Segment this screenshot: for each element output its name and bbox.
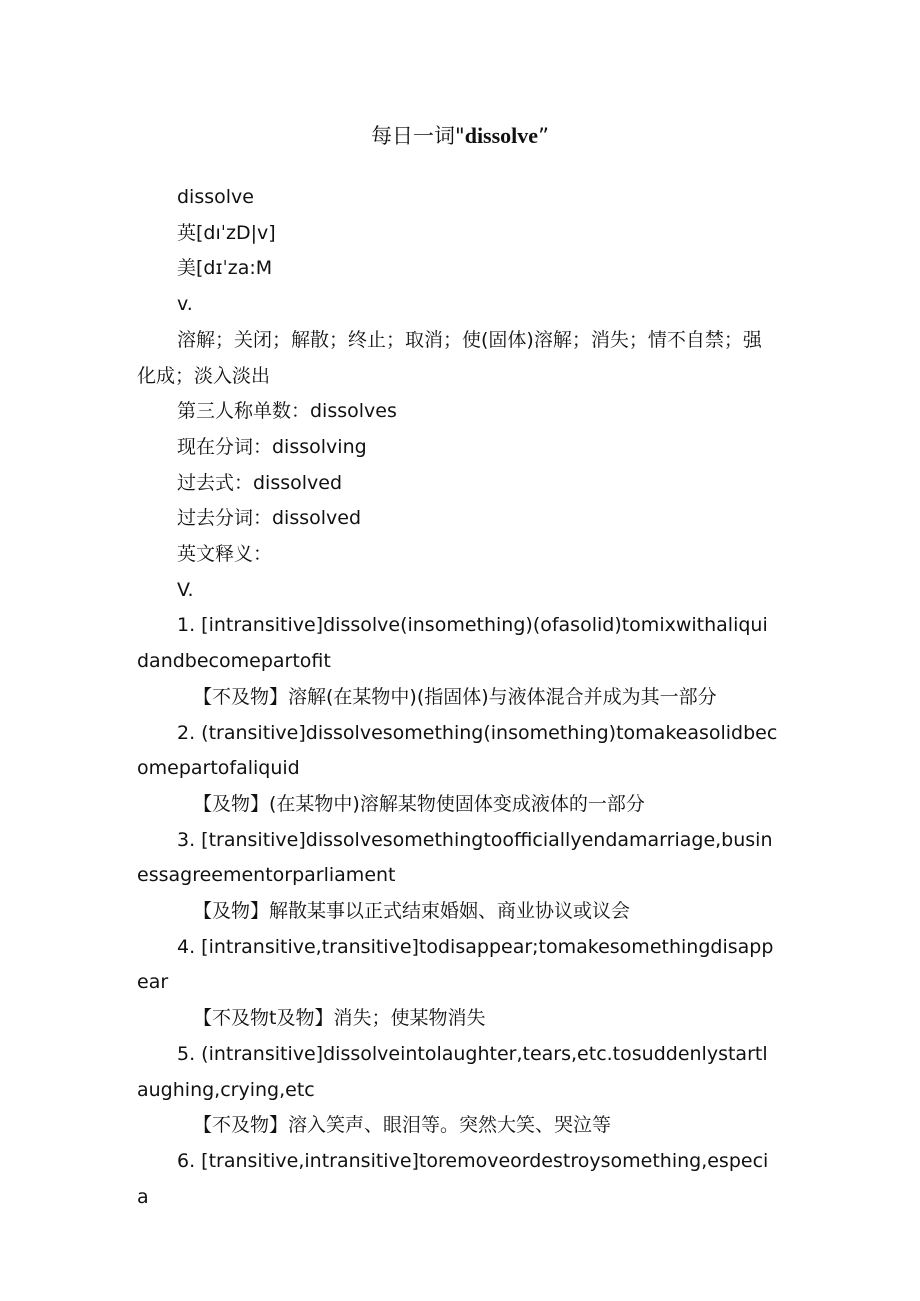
sense-2-english: 2. (transitive]dissolvesomething(insomething)tomakeasolidbecomepartofaliquid xyxy=(137,721,778,780)
english-definition-label: 英文释义： xyxy=(177,543,273,566)
past-tense-form: 过去式：dissolved xyxy=(177,471,343,494)
past-participle-form: 过去分词：dissolved xyxy=(177,507,362,530)
third-person-form: 第三人称单数：dissolves xyxy=(177,400,397,423)
sense-6-english: 6. [transitive,intransitive]toremoveordestroysomething,especia xyxy=(137,1149,769,1208)
sense-2-chinese: 【及物】(在某物中)溶解某物使固体变成液体的一部分 xyxy=(193,792,645,815)
page-title xyxy=(0,120,920,152)
sense-4-chinese: 【不及物t及物】消失；使某物消失 xyxy=(193,1007,486,1030)
document-body xyxy=(137,180,779,1215)
sense-1-chinese: 【不及物】溶解(在某物中)(指固体)与液体混合并成为其一部分 xyxy=(193,685,717,708)
sense-5-english: 5. (intransitive]dissolveintolaughter,tears,etc.tosuddenlystartlaughing,crying,etc xyxy=(137,1042,768,1101)
sense-4-english: 4. [intransitive,transitive]todisappear;tomakesomethingdisappear xyxy=(137,935,774,994)
english-pos: V. xyxy=(177,578,194,601)
phonetic-us: 美[dɪˈza:M xyxy=(177,257,273,280)
headword: dissolve xyxy=(177,186,254,208)
sense-5-chinese: 【不及物】溶入笑声、眼泪等。突然大笑、哭泣等 xyxy=(193,1114,612,1137)
title-prefix: 每日一词" xyxy=(371,124,465,148)
present-participle-form: 现在分词：dissolving xyxy=(177,435,367,458)
title-word: dissolve xyxy=(464,123,539,148)
sense-3-chinese: 【及物】解散某事以正式结束婚姻、商业协议或议会 xyxy=(193,900,631,923)
title-suffix: ” xyxy=(538,124,549,148)
phonetic-uk: 英[dıˈzD|v] xyxy=(177,221,276,244)
sense-1-english: 1. [intransitive]dissolve(insomething)(ofasolid)tomixwithaliquidandbecomepartofit xyxy=(137,614,768,673)
part-of-speech: v. xyxy=(177,293,193,316)
sense-3-english: 3. [transitive]dissolvesomethingtoofficiallyendamarriage,businessagreementorparliament xyxy=(137,828,773,887)
chinese-meanings: 溶解；关闭；解散；终止；取消；使(固体)溶解；消失；情不自禁；强化成；淡入淡出 xyxy=(137,328,762,387)
